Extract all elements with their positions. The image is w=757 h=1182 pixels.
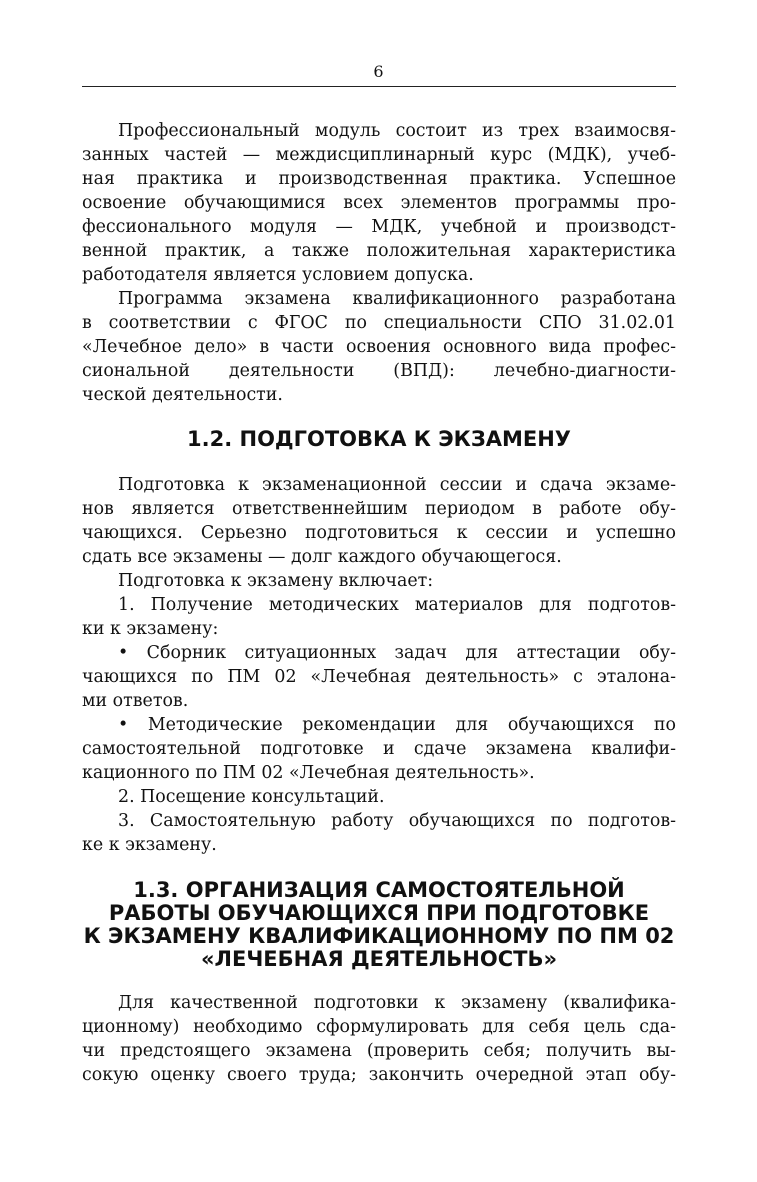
text-line: ная практика и производственная практика. Успешное — [82, 169, 676, 189]
paragraph-modules — [82, 119, 676, 287]
text-line: ми ответов. — [82, 691, 189, 711]
paragraph-self-study — [82, 991, 676, 1087]
heading-line: РАБОТЫ ОБУЧАЮЩИХСЯ ПРИ ПОДГОТОВКЕ — [108, 901, 650, 925]
text-line: чающихся по ПМ 02 «Лечебная деятельность» с эталона- — [82, 667, 676, 687]
text-line: занных частей — междисциплинарный курс (МДК), учеб- — [82, 145, 676, 165]
text-line: сиональной деятельности (ВПД): лечебно-диагности- — [82, 361, 676, 381]
text-line: венной практик, а также положительная характеристика — [82, 241, 676, 261]
text-line: чающихся. Серьезно подготовиться к сессии и успешно — [82, 523, 676, 543]
list-intro: Подготовка к экзамену включает: — [118, 571, 434, 591]
text-line: кационного по ПМ 02 «Лечебная деятельность». — [82, 763, 535, 783]
text-line: Программа экзамена квалификационного разработана — [118, 289, 676, 309]
list-item-2: 2. Посещение консультаций. — [118, 787, 385, 807]
text-line: фессионального модуля — МДК, учебной и производст- — [82, 217, 676, 237]
text-line: ке к экзамену. — [82, 835, 217, 855]
text-line: • Методические рекомендации для обучающихся по — [118, 715, 676, 735]
text-line: 1. Получение методических материалов для подготов- — [118, 595, 676, 615]
text-line: в соответствии с ФГОС по специальности СПО 31.02.01 — [82, 313, 676, 333]
text-line: Профессиональный модуль состоит из трех взаимосвя- — [118, 121, 676, 141]
text-line: ческой деятельности. — [82, 385, 283, 405]
text-line: освоение обучающимися всех элементов программы про- — [82, 193, 676, 213]
text-line: «Лечебное дело» в части освоения основного вида профес- — [82, 337, 676, 357]
list-item-1 — [82, 593, 676, 641]
text-line: ционному) необходимо сформулировать для себя цель сда- — [82, 1017, 676, 1037]
bullet-item-2 — [82, 713, 676, 785]
text-line: • Сборник ситуационных задач для аттестации обу- — [118, 643, 676, 663]
header-rule — [82, 86, 676, 87]
page-number: 6 — [373, 62, 384, 81]
text-line: 3. Самостоятельную работу обучающихся по подготов- — [118, 811, 676, 831]
text-line: нов является ответственнейшим периодом в работе обу- — [82, 499, 676, 519]
heading-line: К ЭКЗАМЕНУ КВАЛИФИКАЦИОННОМУ ПО ПМ 02 — [83, 924, 675, 948]
bullet-item-1 — [82, 641, 676, 713]
text-line: сдать все экзамены — долг каждого обучающегося. — [82, 547, 562, 567]
paragraph-preparation — [82, 473, 676, 569]
text-line: ки к экзамену: — [82, 619, 219, 639]
text-line: работодателя является условием допуска. — [82, 265, 474, 285]
page-content — [82, 119, 676, 1087]
text-line: самостоятельной подготовке и сдаче экзамена квалифи- — [82, 739, 676, 759]
section-heading-1-3 — [82, 879, 676, 971]
heading-line: 1.3. ОРГАНИЗАЦИЯ САМОСТОЯТЕЛЬНОЙ — [133, 878, 625, 902]
text-line: Подготовка к экзаменационной сессии и сдача экзаме- — [118, 475, 676, 495]
list-item-3 — [82, 809, 676, 857]
section-heading-1-2: 1.2. ПОДГОТОВКА К ЭКЗАМЕНУ — [187, 427, 571, 451]
text-line: Для качественной подготовки к экзамену (квалифика- — [118, 993, 676, 1013]
text-line: чи предстоящего экзамена (проверить себя; получить вы- — [82, 1041, 676, 1061]
heading-line: «ЛЕЧЕБНАЯ ДЕЯТЕЛЬНОСТЬ» — [200, 947, 558, 971]
text-line: сокую оценку своего труда; закончить очередной этап обу- — [82, 1065, 676, 1085]
paragraph-program — [82, 287, 676, 407]
